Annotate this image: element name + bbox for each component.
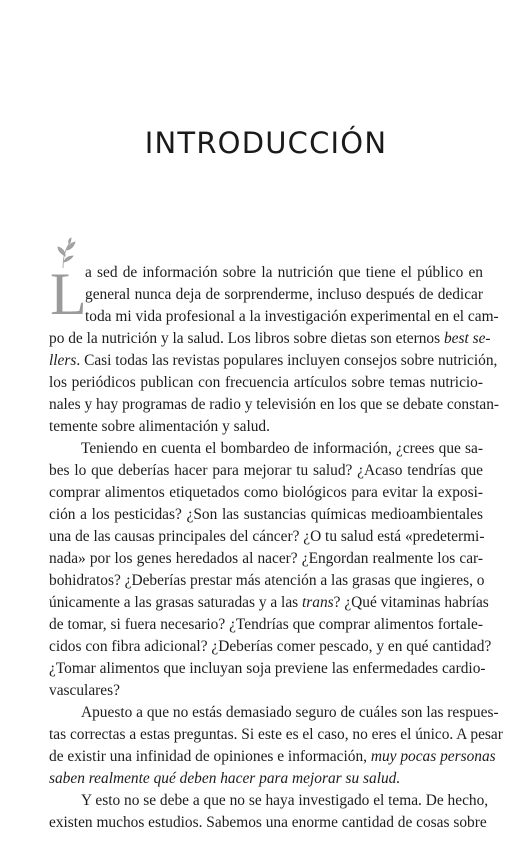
chapter-title: INTRODUCCIÓN xyxy=(144,126,388,160)
italic-text: muy pocas personas xyxy=(370,748,496,765)
text-line: bohidratos? ¿Deberías prestar más atención a las grasas que ingieres, o xyxy=(49,572,485,589)
text-line: una de las causas principales del cáncer? ¿O tu salud está «predetermi- xyxy=(49,528,485,545)
text-line: temente sobre alimentación y salud. xyxy=(49,418,270,435)
text-line: comprar alimentos etiquetados como biológicos para evitar la exposi- xyxy=(49,484,483,501)
text-line: Teniendo en cuenta el bombardeo de información, ¿crees que sa- xyxy=(81,440,483,457)
text-line xyxy=(49,746,496,768)
italic-text: best se- xyxy=(443,330,491,347)
italic-text: saben realmente qué deben hacer para mejorar su salud. xyxy=(49,770,401,787)
paragraph-2 xyxy=(49,438,492,702)
text-line: ción a los pesticidas? ¿Son las sustancias químicas medioambientales xyxy=(49,506,483,523)
paragraph-1 xyxy=(49,262,500,438)
text-line: Apuesto a que no estás demasiado seguro de cuáles son las respues- xyxy=(81,704,499,721)
paragraph-4 xyxy=(49,790,489,834)
text-line: a sed de información sobre la nutrición que tiene el público en xyxy=(85,264,483,281)
text-fragment: ? ¿Qué vitaminas habrías xyxy=(333,594,489,611)
text-fragment: . Casi todas las revistas populares incluyen consejos sobre nutrición, xyxy=(76,352,498,369)
text-line: de tomar, si fuera necesario? ¿Tendrías que comprar alimentos fortale- xyxy=(49,616,483,633)
text-line xyxy=(49,768,483,790)
text-line: vasculares? xyxy=(49,682,120,699)
drop-cap-letter: L xyxy=(50,261,87,327)
text-line: los periódicos publican con frecuencia artículos sobre temas nutricio- xyxy=(49,374,483,391)
text-line xyxy=(49,592,489,614)
text-fragment: po de la nutrición y la salud. Los libros sobre dietas son eternos xyxy=(49,330,444,347)
italic-text: trans xyxy=(302,594,334,611)
text-line: cidos con fibra adicional? ¿Deberías comer pescado, y en qué cantidad? xyxy=(49,638,492,655)
text-line: nada» por los genes heredados al nacer? ¿Engordan realmente los car- xyxy=(49,550,483,567)
text-line: ¿Tomar alimentos que incluyan soja previene las enfermedades cardio- xyxy=(49,660,486,677)
text-line: general nunca deja de sorprenderme, incluso después de dedicar xyxy=(85,286,483,303)
text-fragment: únicamente a las grasas saturadas y a las xyxy=(49,594,302,611)
text-line: bes lo que deberías hacer para mejorar tu salud? ¿Acaso tendrías que xyxy=(49,462,483,479)
paragraph-3 xyxy=(49,702,503,790)
text-line: existen muchos estudios. Sabemos una enorme cantidad de cosas sobre xyxy=(49,814,487,831)
text-line: tas correctas a estas preguntas. Si este es el caso, no eres el único. A pesar xyxy=(49,726,503,743)
text-line: nales y hay programas de radio y televisión en los que se debate constan- xyxy=(49,396,500,413)
text-line: toda mi vida profesional a la investigación experimental en el cam- xyxy=(85,308,499,325)
italic-text: llers xyxy=(49,352,77,369)
text-fragment: de existir una infinidad de opiniones e información, xyxy=(49,748,371,765)
text-line xyxy=(49,328,491,350)
text-line: Y esto no se debe a que no se haya investigado el tema. De hecho, xyxy=(81,792,489,809)
text-line xyxy=(49,350,498,372)
